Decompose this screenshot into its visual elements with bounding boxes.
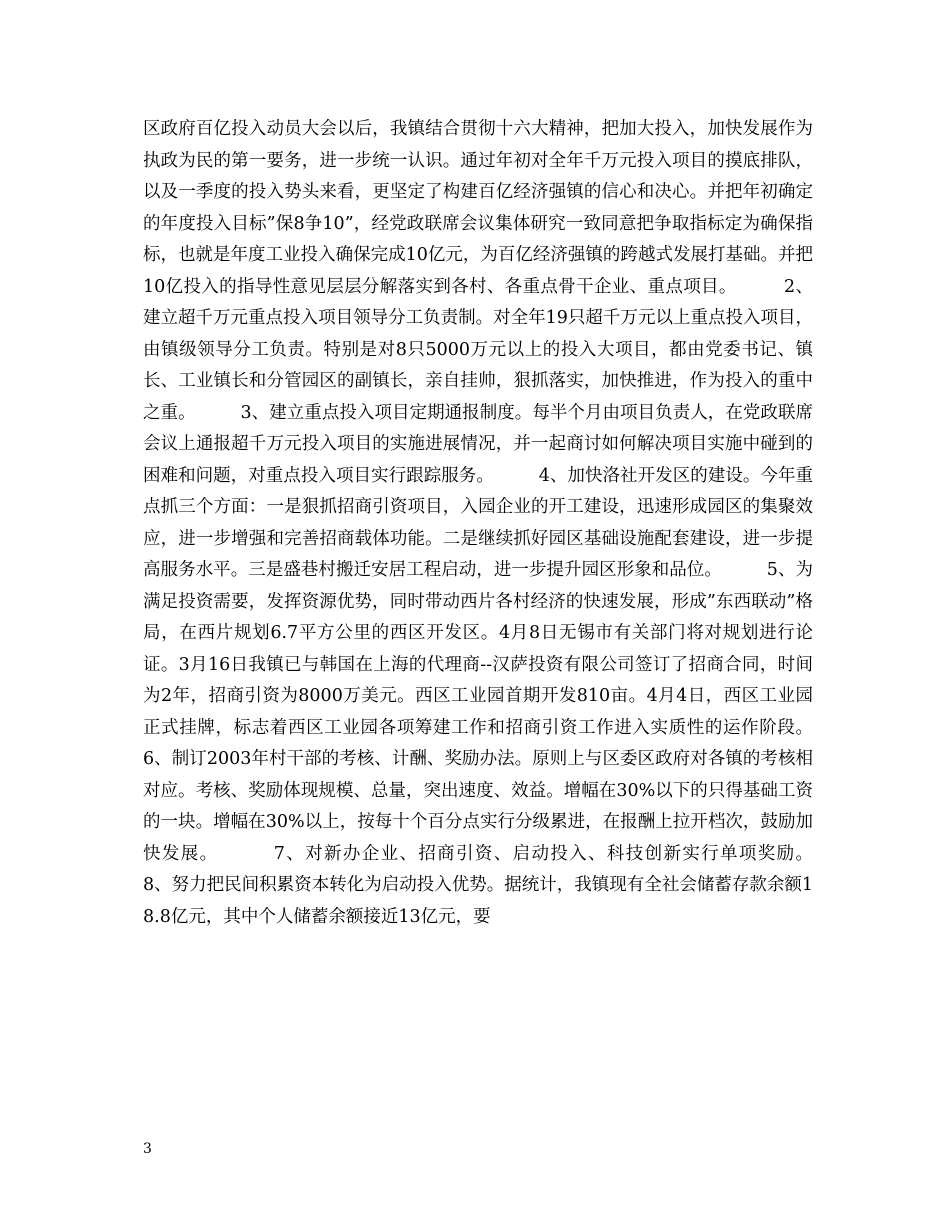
page-number: 3 bbox=[143, 1141, 152, 1157]
body-paragraph: 区政府百亿投入动员大会以后，我镇结合贯彻十六大精神，把加大投入，加快发展作为执政为民的第一要务，进一步统一认识。通过年初对全年千万元投入项目的摸底排队，以及一季度的投入势头来看，更坚定了构建百亿经济强镇的信心和决心。并把年初确定的年度投入目标”保8争10”，经党政联席会议集体研究一致同意把争取指标定为确保指标，也就是年度工业投入确保完成10亿元，为百亿经济强镇的跨越式发展打基础。并把10亿投入的指导性意见层层分解落实到各村、各重点骨干企业、重点项目。 2、建立超千万元重点投入项目领导分工负责制。对全年19只超千万元以上重点投入项目，由镇级领导分工负责。特别是对8只5000万元以上的投入大项目，都由党委书记、镇长、工业镇长和分管园区的副镇长，亲自挂帅，狠抓落实，加快推进，作为投入的重中之重。 3、建立重点投入项目定期通报制度。每半个月由项目负责人，在党政联席会议上通报超千万元投入项目的实施进展情况，并一起商讨如何解决项目实施中碰到的困难和问题，对重点投入项目实行跟踪服务。 4、加快洛社开发区的建设。今年重点抓三个方面：一是狠抓招商引资项目，入园企业的开工建设，迅速形成园区的集聚效应，进一步增强和完善招商载体功能。二是继续抓好园区基础设施配套建设，进一步提高服务水平。三是盛巷村搬迁安居工程启动，进一步提升园区形象和品位。 5、为满足投资需要，发挥资源优势，同时带动西片各村经济的快速发展，形成”东西联动”格局，在西片规划6.7平方公里的西区开发区。4月8日无锡市有关部门将对规划进行论证。3月16日我镇已与韩国在上海的代理商--汉萨投资有限公司签订了招商合同，时间为2年，招商引资为8000万美元。西区工业园首期开发810亩。4月4日，西区工业园正式挂牌，标志着西区工业园各项筹建工作和招商引资工作进入实质性的运作阶段。 6、制订2003年村干部的考核、计酬、奖励办法。原则上与区委区政府对各镇的考核相对应。考核、奖励体现规模、总量，突出速度、效益。增幅在30%以下的只得基础工资的一块。增幅在30%以上，按每十个百分点实行分级累进，在报酬上拉开档次，鼓励加快发展。 7、对新办企业、招商引资、启动投入、科技创新实行单项奖励。 8、努力把民间积累资本转化为启动投入优势。据统计，我镇现有全社会储蓄存款余额18.8亿元，其中个人储蓄余额接近13亿元，要 bbox=[143, 119, 858, 927]
